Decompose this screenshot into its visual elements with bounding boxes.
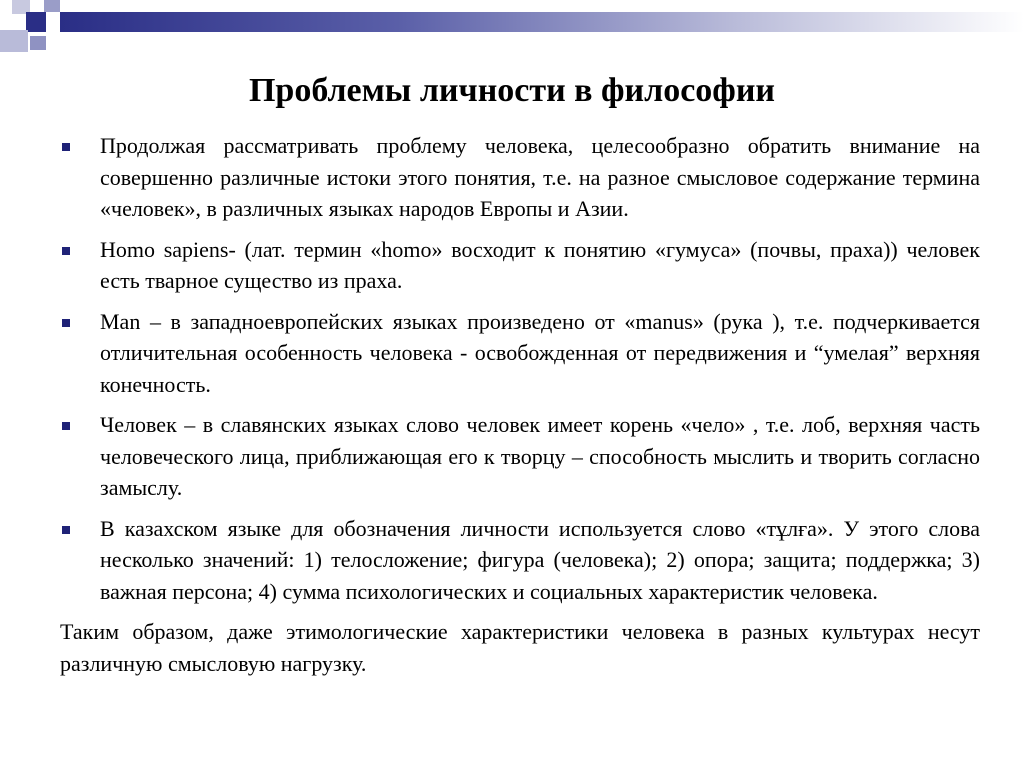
list-item bbox=[60, 306, 980, 401]
header-gradient-bar bbox=[60, 12, 1024, 32]
list-item-text: Man – в западноевропейских языках произведено от «manus» (рука ), т.е. подчеркивается отличительная особенность человека - освобожденная от передвижения и “умелая” верхняя конечность. bbox=[100, 308, 980, 397]
list-item bbox=[60, 409, 980, 504]
deco-square bbox=[26, 12, 46, 32]
deco-square bbox=[44, 0, 60, 12]
square-bullet-icon bbox=[62, 526, 70, 534]
list-item-text: В казахском языке для обозначения личности используется слово «тұлға». У этого слова несколько значений: 1) телосложение; фигура (человека); 2) опора; защита; поддержка; 3) важная персона; 4) сумма психологических и социальных характеристик человека. bbox=[100, 515, 980, 604]
list-item bbox=[60, 130, 980, 225]
slide-title: Проблемы личности в философии bbox=[248, 72, 776, 109]
list-item-text: Homo sapiens- (лат. термин «homo» восходит к понятию «гумуса» (почвы, праха)) человек есть тварное существо из праха. bbox=[100, 236, 980, 293]
list-item bbox=[60, 234, 980, 297]
square-bullet-icon bbox=[62, 143, 70, 151]
list-item-text: Человек – в славянских языках слово человек имеет корень «чело» , т.е. лоб, верхняя часть человеческого лица, приближающая его к творцу – способность мыслить и творить согласно замыслу. bbox=[100, 412, 980, 500]
square-bullet-icon bbox=[62, 422, 70, 430]
header-decoration bbox=[0, 0, 1024, 60]
list-item bbox=[60, 513, 980, 608]
list-item-text: Продолжая рассматривать проблему человека, целесообразно обратить внимание на совершенно различные истоки этого понятия, т.е. на разное смысловое содержание термина «человек», в различных языках народов Европы и Азии. bbox=[100, 133, 980, 221]
slide-content bbox=[60, 130, 980, 679]
deco-square bbox=[30, 36, 46, 50]
square-bullet-icon bbox=[62, 247, 70, 255]
conclusion-text: Таким образом, даже этимологические характеристики человека в разных культурах несут различную смысловую нагрузку. bbox=[60, 619, 980, 676]
bullet-list bbox=[60, 130, 980, 607]
deco-square bbox=[0, 30, 28, 52]
square-bullet-icon bbox=[62, 319, 70, 327]
